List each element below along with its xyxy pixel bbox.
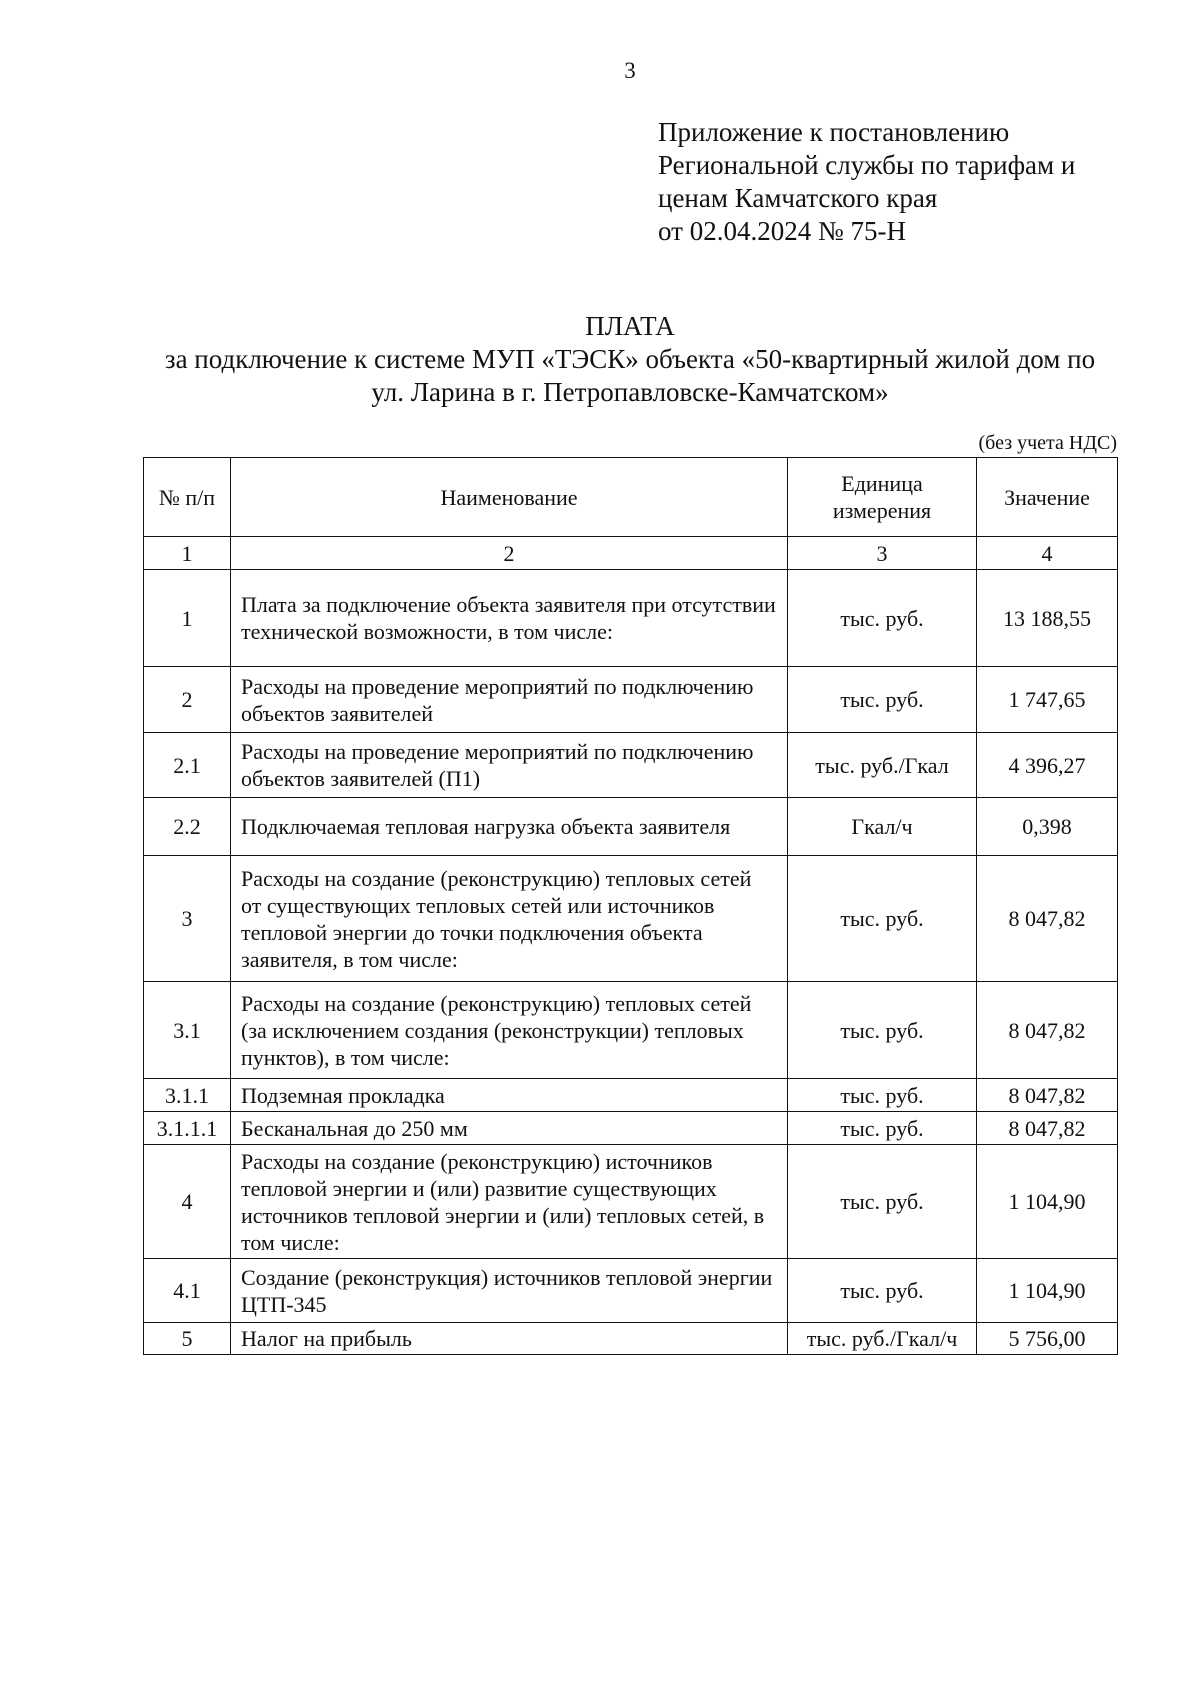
row-number: 4.1 (144, 1259, 231, 1323)
header-value: Значение (977, 458, 1118, 537)
row-name: Плата за подключение объекта заявителя при отсутствии технической возможности, в том числе: (231, 570, 788, 667)
row-name: Расходы на создание (реконструкцию) источников тепловой энергии и (или) развитие существующих источников тепловой энергии и (или) тепловых сетей, в том числе: (231, 1145, 788, 1259)
row-unit: тыс. руб. (788, 1259, 977, 1323)
row-unit: тыс. руб. (788, 667, 977, 733)
column-number: 3 (788, 537, 977, 570)
row-name: Расходы на проведение мероприятий по подключению объектов заявителей (231, 667, 788, 733)
table-row (144, 1259, 1118, 1323)
row-name: Расходы на создание (реконструкцию) тепловых сетей (за исключением создания (реконструкции) тепловых пунктов), в том числе: (231, 982, 788, 1079)
row-unit: тыс. руб. (788, 982, 977, 1079)
title-subtitle: за подключение к системе МУП «ТЭСК» объекта «50-квартирный жилой дом по (164, 344, 1096, 374)
row-value: 1 747,65 (977, 667, 1118, 733)
row-number: 3.1.1 (144, 1079, 231, 1112)
document-title (100, 310, 1160, 409)
header-unit: Единица измерения (788, 458, 977, 537)
table-row (144, 570, 1118, 667)
row-name: Расходы на проведение мероприятий по подключению объектов заявителей (П1) (231, 733, 788, 798)
row-value: 8 047,82 (977, 1112, 1118, 1145)
title-subtitle: ул. Ларина в г. Петропавловске-Камчатском» (371, 377, 889, 407)
vat-note: (без учета НДС) (978, 432, 1117, 454)
table-row (144, 1323, 1118, 1355)
column-number: 1 (144, 537, 231, 570)
row-number: 4 (144, 1145, 231, 1259)
row-unit: тыс. руб./Гкал/ч (788, 1323, 977, 1355)
table-header-row (144, 458, 1118, 537)
appendix-line: Приложение к постановлению (658, 117, 1010, 147)
column-number: 2 (231, 537, 788, 570)
row-unit: тыс. руб. (788, 1079, 977, 1112)
row-value: 8 047,82 (977, 982, 1118, 1079)
table-row (144, 1079, 1118, 1112)
row-name: Бесканальная до 250 мм (231, 1112, 788, 1145)
row-number: 5 (144, 1323, 231, 1355)
row-unit: Гкал/ч (788, 798, 977, 856)
appendix-date-number: от 02.04.2024 № 75-Н (658, 216, 906, 246)
table-row (144, 856, 1118, 982)
row-unit: тыс. руб. (788, 1145, 977, 1259)
row-number: 3 (144, 856, 231, 982)
row-value: 13 188,55 (977, 570, 1118, 667)
column-numbers-row (144, 537, 1118, 570)
appendix-line: Региональной службы по тарифам и (658, 150, 1076, 180)
row-value: 0,398 (977, 798, 1118, 856)
row-value: 8 047,82 (977, 856, 1118, 982)
row-unit: тыс. руб./Гкал (788, 733, 977, 798)
row-name: Расходы на создание (реконструкцию) тепловых сетей от существующих тепловых сетей или источников тепловой энергии до точки подключения объекта заявителя, в том числе: (231, 856, 788, 982)
row-name: Подключаемая тепловая нагрузка объекта заявителя (231, 798, 788, 856)
row-number: 2.2 (144, 798, 231, 856)
row-number: 2.1 (144, 733, 231, 798)
table-row (144, 1112, 1118, 1145)
row-number: 3.1 (144, 982, 231, 1079)
row-number: 1 (144, 570, 231, 667)
row-value: 5 756,00 (977, 1323, 1118, 1355)
row-value: 8 047,82 (977, 1079, 1118, 1112)
row-value: 1 104,90 (977, 1145, 1118, 1259)
row-name: Налог на прибыль (231, 1323, 788, 1355)
table-row (144, 733, 1118, 798)
row-unit: тыс. руб. (788, 856, 977, 982)
table-row (144, 667, 1118, 733)
row-value: 4 396,27 (977, 733, 1118, 798)
row-number: 2 (144, 667, 231, 733)
table-row (144, 798, 1118, 856)
row-value: 1 104,90 (977, 1259, 1118, 1323)
appendix-block (658, 116, 1075, 248)
title-heading: ПЛАТА (585, 311, 675, 341)
table-row (144, 1145, 1118, 1259)
row-name: Создание (реконструкция) источников тепловой энергии ЦТП-345 (231, 1259, 788, 1323)
header-number: № п/п (144, 458, 231, 537)
tariff-table (143, 457, 1118, 1355)
row-unit: тыс. руб. (788, 1112, 977, 1145)
appendix-line: ценам Камчатского края (658, 183, 938, 213)
table-row (144, 982, 1118, 1079)
column-number: 4 (977, 537, 1118, 570)
header-name: Наименование (231, 458, 788, 537)
page-number: 3 (624, 58, 636, 83)
row-name: Подземная прокладка (231, 1079, 788, 1112)
row-unit: тыс. руб. (788, 570, 977, 667)
row-number: 3.1.1.1 (144, 1112, 231, 1145)
